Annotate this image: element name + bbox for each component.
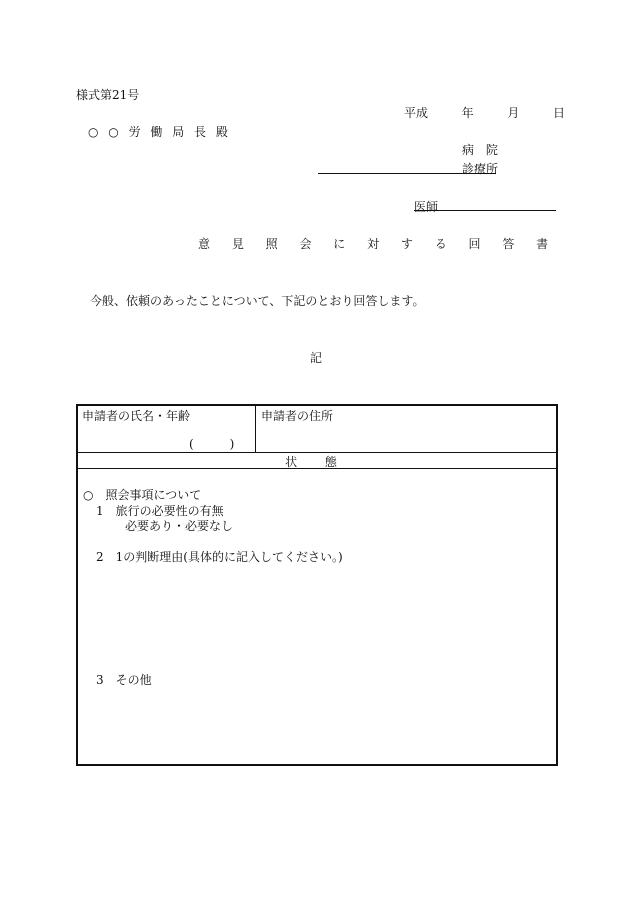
addressee: ○ ○ 労 働 局 長 殿 (88, 125, 231, 139)
table-divider-vertical (255, 406, 256, 452)
date-line (404, 104, 565, 121)
date-month: 月 (507, 106, 520, 120)
date-day: 日 (553, 106, 566, 120)
body-text: 今般、依頼のあったことについて、下記のとおり回答します。 (90, 294, 425, 308)
date-year: 年 (461, 106, 474, 120)
item-1-options[interactable]: 必要あり・必要なし (125, 519, 234, 533)
applicant-name-age-label: 申請者の氏名・年齢 (82, 409, 191, 423)
item-1: 1 旅行の必要性の有無 (96, 504, 224, 518)
response-table (76, 404, 558, 766)
item-3: 3 その他 (96, 673, 152, 687)
clinic-label: 診療所 (462, 162, 499, 176)
form-number: 様式第21号 (76, 88, 140, 102)
applicant-address-label: 申請者の住所 (261, 409, 334, 423)
item-2: 2 1の判断理由(具体的に記入してください。) (96, 550, 343, 564)
applicant-age-field[interactable]: ( ) (189, 437, 235, 451)
document-title: 意 見 照 会 に 対 す る 回 答 書 (198, 237, 558, 251)
doctor-label: 医師 (414, 200, 439, 214)
doctor-signature-line[interactable] (414, 210, 556, 211)
ki-label: 記 (310, 351, 323, 365)
state-header: 状 態 (285, 455, 349, 469)
hospital-signature-line[interactable] (318, 173, 496, 174)
date-era: 平成 (404, 106, 429, 120)
inquiry-header: ○ 照会事項について (83, 488, 202, 502)
hospital-label: 病 院 (462, 143, 502, 157)
